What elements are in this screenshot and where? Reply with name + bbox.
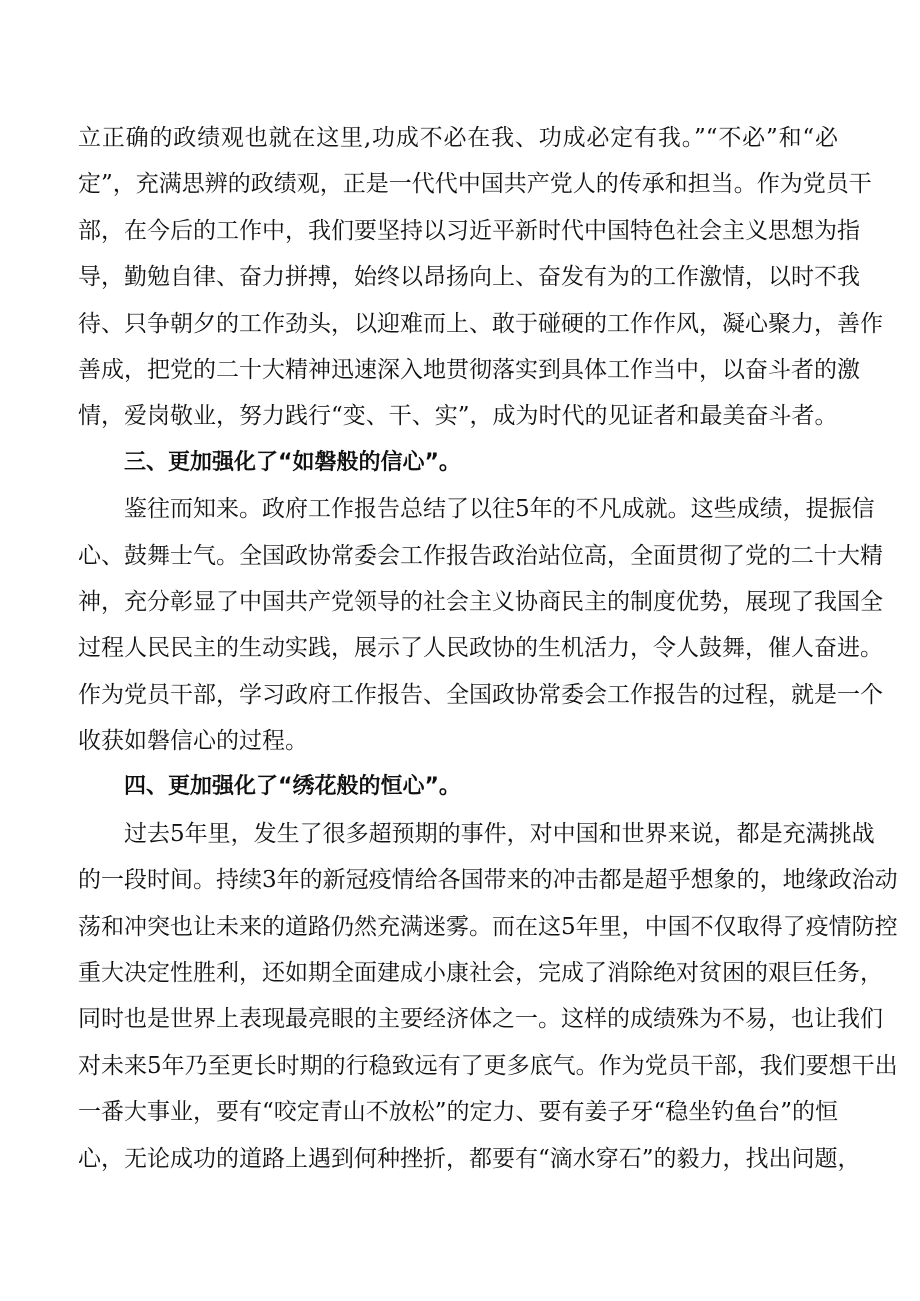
paragraph-2-line: 鉴往而知来。政府工作报告总结了以往5年的不凡成就。这些成绩，提振信 [124,496,875,523]
section-heading-3: 三、更加强化了“如磐般的信心”。 [124,449,461,475]
paragraph-3-line: 对未来5年乃至更长时期的行稳致远有了更多底气。作为党员干部，我们要想干出 [78,1052,898,1079]
paragraph-1-line: 立正确的政绩观也就在这里,功成不必在我、功成必定有我。”“不必”和“必 [78,125,838,151]
paragraph-2-line: 收获如磐信心的过程。 [78,728,308,755]
paragraph-2-line: 过程人民民主的生动实践，展示了人民政协的生机活力，令人鼓舞，催人奋进。 [78,635,883,662]
paragraph-3-line: 荡和冲突也让未来的道路仍然充满迷雾。而在这5年里，中国不仅取得了疫情防控 [78,913,898,940]
paragraph-3-line: 过去5年里，发生了很多超预期的事件，对中国和世界来说，都是充满挑战 [124,820,875,847]
section-heading-4: 四、更加强化了“绣花般的恒心”。 [124,774,461,800]
paragraph-3-line: 心，无论成功的道路上遇到何种挫折，都要有“滴水穿石”的毅力，找出问题， [78,1145,861,1172]
paragraph-3-line: 同时也是世界上表现最亮眼的主要经济体之一。这样的成绩殊为不易，也让我们 [78,1006,883,1033]
paragraph-1-line: 待、只争朝夕的工作劲头，以迎难而上、敢于碰硬的工作作风，凝心聚力，善作 [78,310,883,337]
paragraph-1-line: 导，勤勉自律、奋力拼搏，始终以昂扬向上、奋发有为的工作激情，以时不我 [78,264,860,291]
document-body [78,115,898,1182]
paragraph-1-line: 定”，充满思辨的政绩观，正是一代代中国共产党人的传承和担当。作为党员干 [78,171,872,198]
paragraph-1-line: 情，爱岗敬业，努力践行“变、干、实”，成为时代的见证者和最美奋斗者。 [78,403,838,430]
paragraph-2-line: 心、鼓舞士气。全国政协常委会工作报告政治站位高，全面贯彻了党的二十大精 [78,542,883,569]
paragraph-2-line: 神，充分彰显了中国共产党领导的社会主义协商民主的制度优势，展现了我国全 [78,588,883,615]
paragraph-1-line: 部，在今后的工作中，我们要坚持以习近平新时代中国特色社会主义思想为指 [78,217,860,244]
paragraph-3-line: 重大决定性胜利，还如期全面建成小康社会，完成了消除绝对贫困的艰巨任务， [78,960,883,987]
paragraph-2-line: 作为党员干部，学习政府工作报告、全国政协常委会工作报告的过程，就是一个 [78,681,883,708]
paragraph-1-line: 善成，把党的二十大精神迅速深入地贯彻落实到具体工作当中，以奋斗者的激 [78,356,860,383]
paragraph-3-line: 的一段时间。持续3年的新冠疫情给各国带来的冲击都是超乎想象的，地缘政治动 [78,867,898,894]
paragraph-3-line: 一番大事业，要有“咬定青山不放松”的定力、要有姜子牙“稳坐钓鱼台”的恒 [78,1099,839,1126]
